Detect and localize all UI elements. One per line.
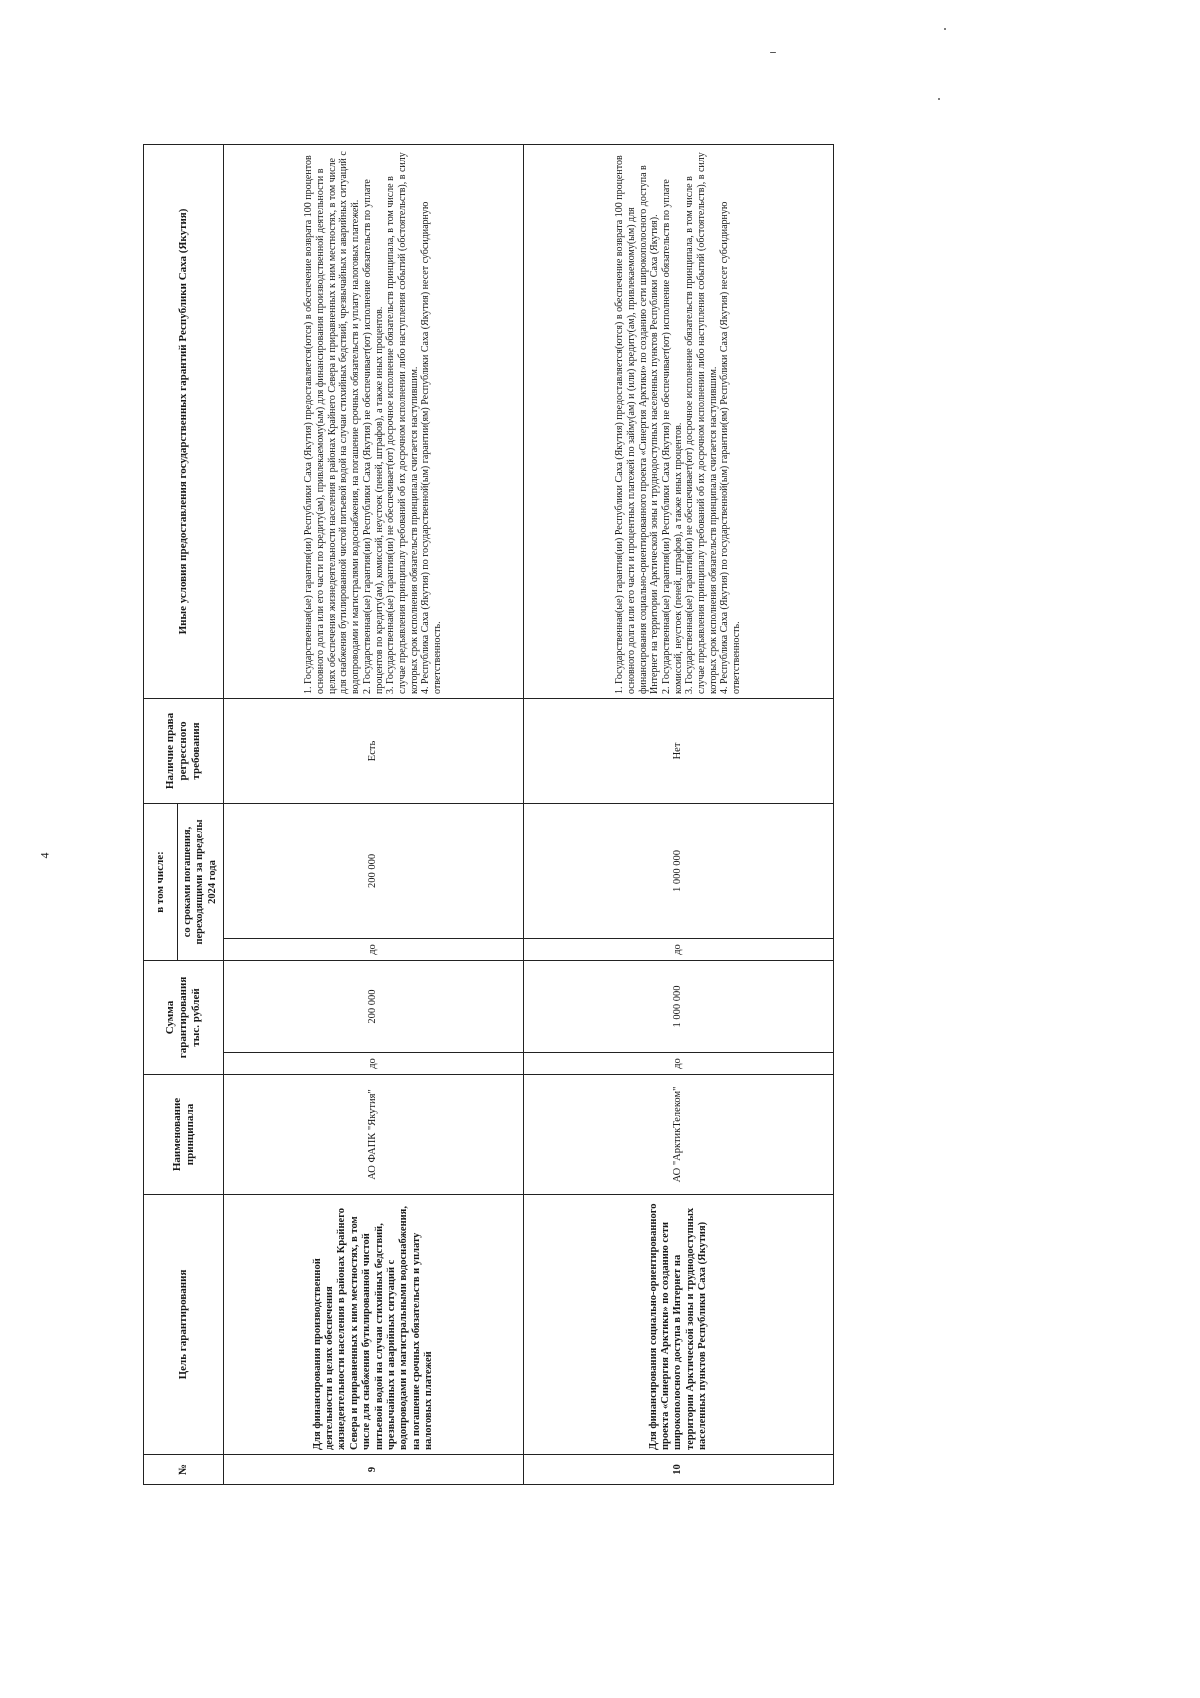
header-including: в том числе: (144, 803, 178, 960)
header-including-sub: со сроками погашения, переходящими за пределы 2024 года (178, 803, 224, 960)
row-incl-prefix: до (224, 938, 524, 960)
scan-speck (770, 52, 776, 53)
row-incl: 200 000 (224, 803, 524, 938)
table-row (524, 144, 834, 1484)
scan-speck (938, 98, 940, 100)
header-regress: Наличие права регрессного требования (144, 698, 224, 803)
row-incl: 1 000 000 (524, 803, 834, 938)
row-principal: АО "АрктикТелеком" (524, 1075, 834, 1195)
table-row (224, 144, 524, 1484)
row-regress: Есть (224, 698, 524, 803)
rotated-table-block (143, 145, 833, 1485)
header-num: № (144, 1455, 224, 1485)
condition-item: 1. Государственная(ые) гарантия(ии) Республики Саха (Якутия) предоставляется(ются) в обеспечение возврата 100 процентов основного долга или его части и процентных платежей по займу(ам) и (или) кредиту(ам), привлекаемому(ым) для финансирования социально-ориентированного проекта «Синергия Арктики» по созданию сети широкополосного доступа в Интернет на территории Арктической зоны и труднодоступных населенных пунктов Республики Саха (Якутия). (614, 155, 661, 694)
row-regress: Нет (524, 698, 834, 803)
condition-item: 1. Государственная(ые) гарантия(ии) Республики Саха (Якутия) предоставляется(ются) в обеспечение возврата 100 процентов основного долга или его части по кредиту(ам), привлекаемому(ым) для финансирования производственной деятельности в целях обеспечения жизнедеятельности населения в районах Крайнего Севера и приравненных к ним местностях, в том числе для снабжения бутилированной чистой питьевой водой на случаи стихийных бедствий, чрезвычайных и аварийных ситуаций с водопроводами и магистралями водоснабжения, на погашение срочных обязательств и уплату налоговых платежей. (303, 151, 362, 694)
header-sum: Сумма гарантирования тыс. рублей (144, 960, 224, 1074)
header-goal: Цель гарантирования (144, 1195, 224, 1455)
condition-item: 3. Государственная(ые) гарантия(ии) не обеспечивает(ют) досрочное исполнение обязательств принципала, в том числе в случае предъявления принципалу требований об их досрочном исполнении либо наступления событий (обстоятельств), в силу которых срок исполнения обязательств принципала считается наступившим. (385, 152, 420, 694)
row-conditions (224, 144, 524, 698)
condition-item: 3. Государственная(ые) гарантия(ии) не обеспечивает(ют) досрочное исполнение обязательств принципала, в том числе в случае предъявления принципалу требований об их досрочном исполнении либо наступления событий (обстоятельств), в силу которых срок исполнения обязательств принципала считается наступившим. (684, 152, 719, 694)
row-conditions (524, 144, 834, 698)
condition-item: 4. Республика Саха (Якутия) по государственной(ым) гарантии(ям) Республики Саха (Якутия) несет субсидиарную ответственность. (719, 201, 743, 694)
scan-speck (944, 28, 946, 30)
header-principal: Наименование принципала (144, 1075, 224, 1195)
row-num: 9 (224, 1455, 524, 1485)
row-incl-prefix: до (524, 938, 834, 960)
row-sum-prefix: до (524, 1053, 834, 1075)
condition-item: 2. Государственная(ые) гарантия(ии) Республики Саха (Якутия) не обеспечивает(ют) исполнение обязательств по уплате процентов по кредиту(ам), комиссий, неустоек (пеней, штрафов), а также иных процентов. (361, 179, 385, 694)
row-goal: Для финансирования производственной деятельности в целях обеспечения жизнедеятельности населения в районах Крайнего Севера и приравненных к ним местностях, в том числе для снабжения бутилированной чистой питьевой водой на случаи стихийных бедствий, чрезвычайных и аварийных ситуаций с водопроводами и магистральными водоснабжения, на погашение срочных обязательств и уплату налоговых платежей (224, 1195, 524, 1455)
row-sum-prefix: до (224, 1053, 524, 1075)
row-goal: Для финансирования социально-ориентированного проекта «Синергия Арктики» по созданию сети широкополосного доступа в Интернет на территории Арктической зоны и труднодоступных населенных пунктов Республики Саха (Якутия) (524, 1195, 834, 1455)
row-principal: АО ФАПК "Якутия" (224, 1075, 524, 1195)
condition-item: 2. Государственная(ые) гарантия(ии) Республики Саха (Якутия) не обеспечивает(ют) исполнение обязательств по уплате комиссий, неустоек (пеней, штрафов), а также иных процентов. (660, 179, 684, 694)
guarantees-table (143, 144, 834, 1485)
row-sum: 200 000 (224, 960, 524, 1052)
header-conditions: Иные условия предоставления государственных гарантий Республики Саха (Якутия) (144, 144, 224, 698)
condition-item: 4. Республика Саха (Якутия) по государственной(ым) гарантии(ям) Республики Саха (Якутия) несет субсидиарную ответственность. (420, 201, 443, 694)
page-number: 4 (37, 852, 52, 859)
row-sum: 1 000 000 (524, 960, 834, 1052)
row-num: 10 (524, 1455, 834, 1485)
